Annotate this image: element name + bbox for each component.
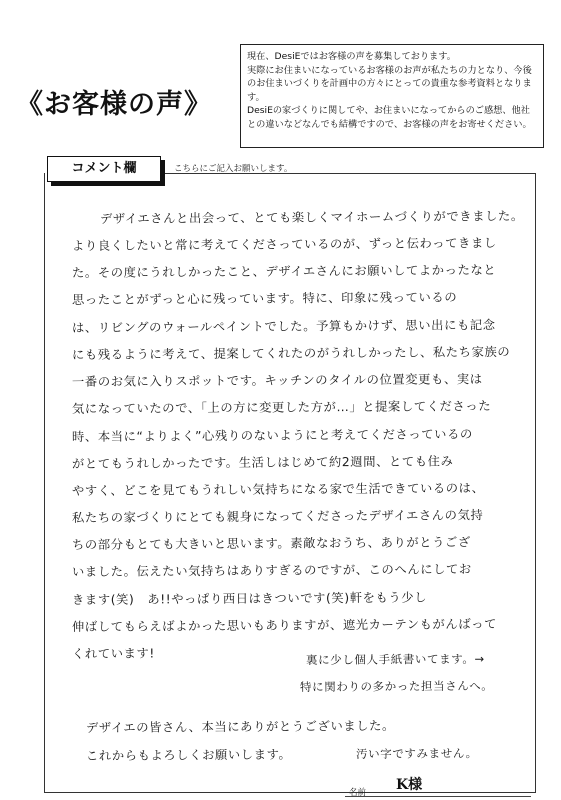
page-title: 《お客様の声》 [16, 89, 212, 120]
handwritten-line: やすく、どこを見てもうれしい気持ちになる家で生活できているのは、 [71, 481, 485, 498]
handwritten-line: 伸ばしてもらえばよかった思いもありますが、遮光カーテンもがんばって [71, 617, 498, 634]
signature-underline [345, 796, 531, 797]
notice-line: DesiEの家づくりに関してや、お住まいになってからのご感想、他社との違いなどなんでも結構ですので、お客様の声をお寄せください。 [247, 105, 532, 130]
handwritten-line: くれています! [71, 646, 155, 661]
signature-label: 名前 [349, 788, 367, 798]
handwritten-line: いました。伝えたい気持ちはありすぎるのですが、このへんにしてお [71, 562, 472, 579]
notice-line: 実際にお住まいになっているお客様のお声が私たちの力となり、今後のお住まいづくりを計画中の方々にとっての貴重な参考資料となります。 [247, 64, 532, 103]
apology-note: 汚い字ですみません。 [355, 746, 478, 761]
comment-label: コメント欄 [47, 156, 161, 182]
side-note: 裏に少し個人手紙書いてます。→ [305, 651, 485, 667]
notice-box [240, 44, 544, 148]
handwritten-line: より良くしたいと常に考えてくださっているのが、ずっと伝わってきまし [71, 236, 497, 253]
signature-value: K様 [396, 777, 423, 793]
handwritten-line: 私たちの家づくりにとても親身になってくださったデザイエさんの気持 [71, 508, 484, 525]
notice-line: 現在、DesiEではお客様の声を募集しております。 [247, 51, 456, 62]
closing-line: デザイエの皆さん、本当にありがとうございました。 [85, 718, 395, 735]
instruction-text: こちらにご記入お願いします。 [174, 164, 293, 174]
closing-line: これからもよろしくお願いします。 [85, 747, 292, 763]
handwritten-line: きます(笑) あ!!やっぱり西日はきついです(笑)軒をもう少し [71, 590, 428, 607]
handwritten-line: 時、本当に“よりよく”心残りのないようにと考えてくださっているの [71, 427, 473, 444]
handwritten-line: ちの部分もとても大きいと思います。素敵なおうち、ありがとうござ [71, 535, 471, 552]
side-note: 特に関わりの多かった担当さんへ。 [299, 678, 494, 694]
handwritten-line: は、リビングのウォールペイントでした。予算もかけず、思い出にも記念 [71, 318, 496, 335]
handwritten-line: にも残るように考えて、提案してくれたのがうれしかったし、私たち家族の [71, 344, 511, 362]
handwritten-line: がとてもうれしかったです。生活しはじめて約2週間、とても住み [71, 454, 454, 471]
handwritten-line: デザイエさんと出会って、とても楽しくマイホームづくりができました。 [99, 209, 524, 226]
handwritten-line: 一番のお気に入りスポットです。キッチンのタイルの位置変更も、実は [71, 372, 483, 389]
handwritten-line: 思ったことがずっと心に残っています。特に、印象に残っているの [71, 290, 458, 307]
handwritten-line: 気になっていたので、「上の方に変更した方が…」と提案してくださった [71, 399, 492, 416]
handwritten-line: た。その度にうれしかったこと、デザイエさんにお願いしてよかったなと [71, 263, 497, 280]
comment-label-box [47, 156, 165, 186]
